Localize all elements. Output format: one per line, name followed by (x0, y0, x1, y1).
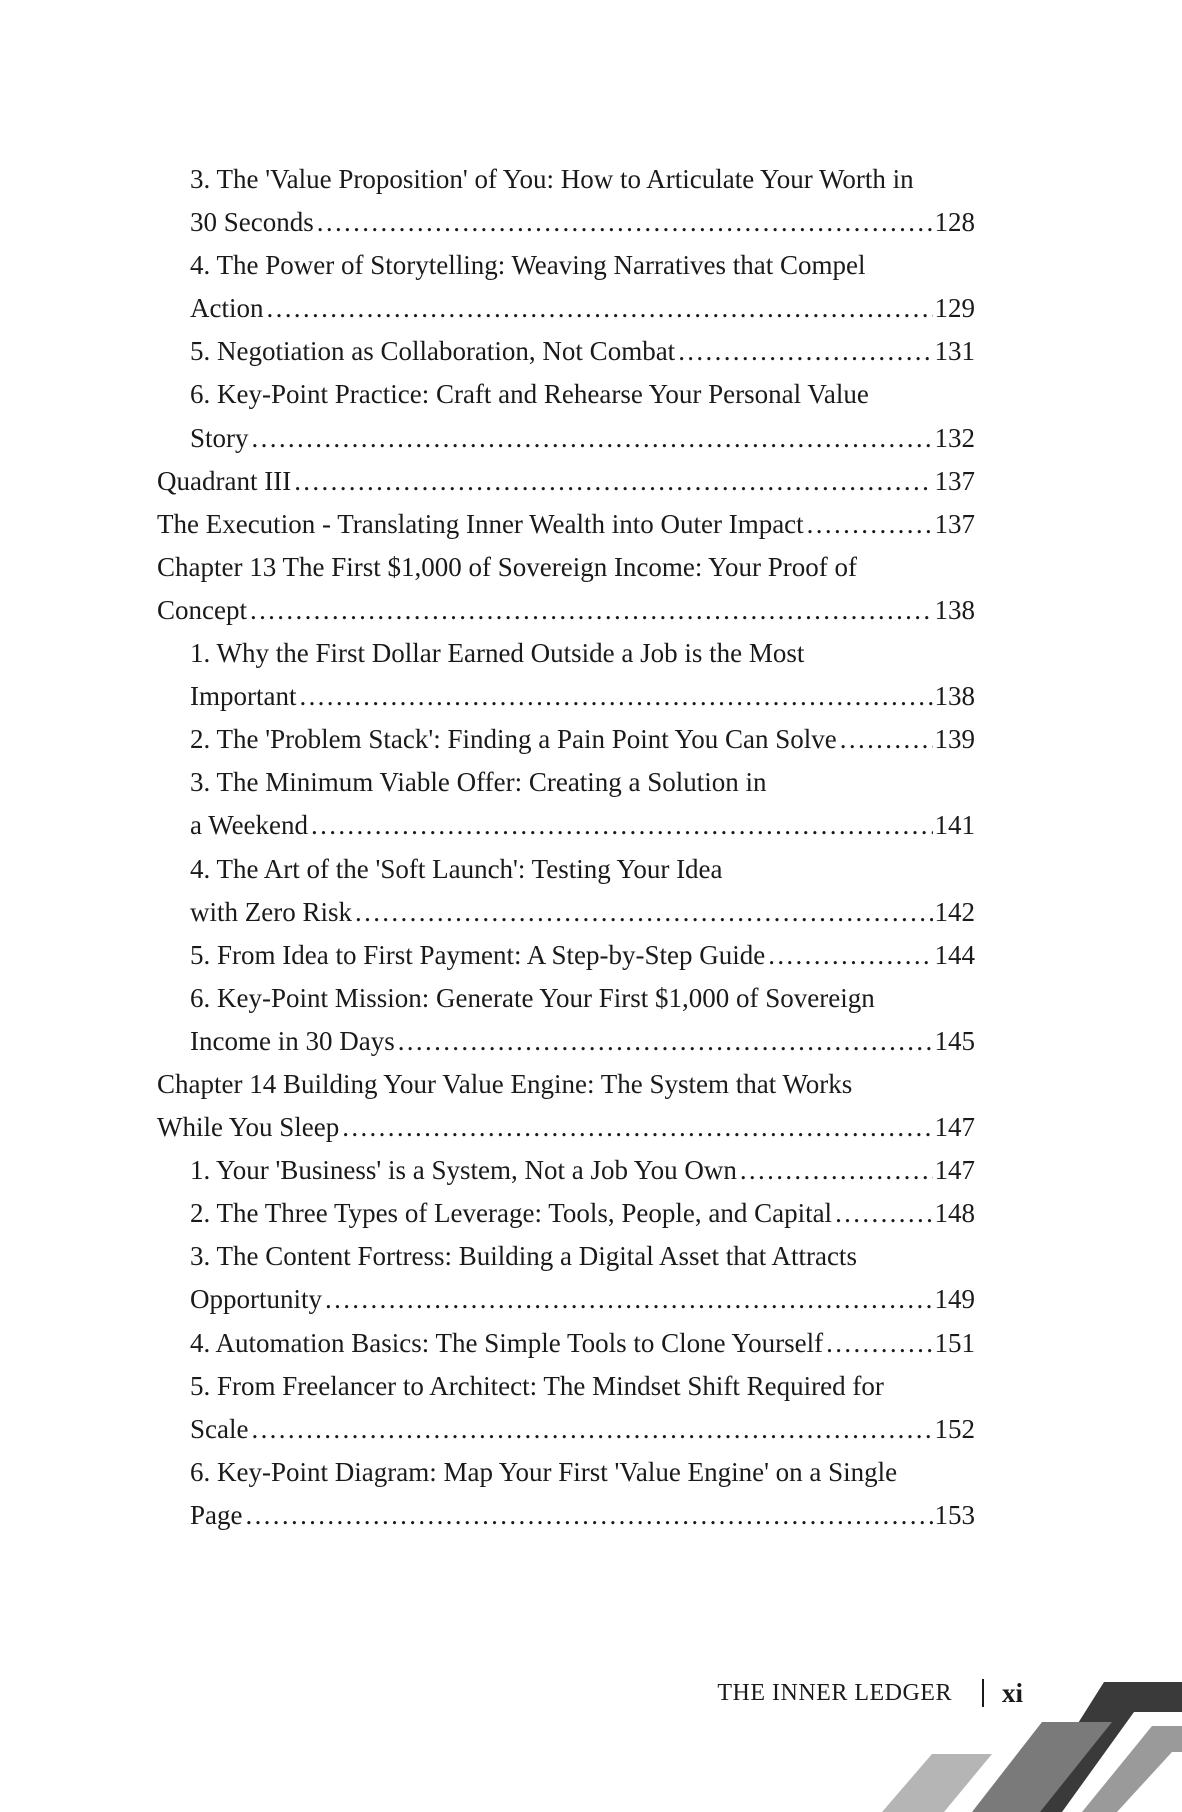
toc-entry-title: Income in 30 Days (190, 1025, 395, 1056)
toc-entry-title: Scale (190, 1413, 249, 1444)
toc-line (157, 1322, 975, 1365)
toc-page-number: 149 (934, 1284, 975, 1315)
toc-line (157, 503, 975, 546)
toc-entry-title: 5. From Freelancer to Architect: The Mindset Shift Required for (190, 1370, 884, 1401)
toc-page-number: 138 (934, 594, 975, 625)
toc-entry-title: The Execution - Translating Inner Wealth into Outer Impact (157, 508, 804, 539)
toc-entry-title: Concept (157, 594, 247, 625)
dot-leader (250, 589, 933, 632)
dot-leader (251, 1408, 932, 1451)
toc-line (157, 1106, 975, 1149)
dot-leader (342, 1106, 932, 1149)
toc-entry-title: Chapter 13 The First $1,000 of Sovereign Income: Your Proof of (157, 551, 857, 582)
dot-leader (807, 503, 933, 546)
toc-entry-title: 5. Negotiation as Collaboration, Not Combat (190, 336, 676, 367)
toc-entry-title: 6. Key-Point Practice: Craft and Rehearse Your Personal Value (190, 379, 869, 410)
toc-line (157, 1192, 975, 1235)
toc-entry-title: Page (190, 1499, 243, 1530)
dot-leader (826, 1322, 932, 1365)
corner-stripe-light (882, 1754, 992, 1812)
dot-leader (740, 1149, 933, 1192)
toc-entry-title: 3. The Minimum Viable Offer: Creating a Solution in (190, 767, 767, 798)
toc-entry-title: with Zero Risk (190, 896, 352, 927)
toc-entry-title: Action (190, 293, 264, 324)
toc-page-number: 147 (934, 1155, 975, 1186)
toc-line (157, 201, 975, 244)
toc-line (157, 1278, 975, 1321)
toc-line (157, 373, 1008, 416)
toc-entry-title: 30 Seconds (190, 207, 314, 238)
toc-line (157, 1149, 975, 1192)
toc-entry-title: Important (190, 681, 297, 712)
dot-leader (317, 201, 933, 244)
dot-leader (294, 460, 932, 503)
toc-page-number: 147 (934, 1112, 975, 1143)
toc-entry-title: 6. Key-Point Mission: Generate Your First $1,000 of Sovereign (190, 982, 875, 1013)
toc-line (157, 1408, 975, 1451)
toc-line (157, 330, 975, 373)
toc-line (157, 1451, 1008, 1494)
toc-line (157, 675, 975, 718)
dot-leader (840, 718, 933, 761)
toc-line (157, 718, 975, 761)
dot-leader (245, 1494, 932, 1537)
dot-leader (355, 891, 933, 934)
table-of-contents (157, 158, 975, 1537)
toc-entry-title: 4. The Power of Storytelling: Weaving Narratives that Compel (190, 250, 866, 281)
toc-line (157, 934, 975, 977)
toc-entry-title: 3. The 'Value Proposition' of You: How to Articulate Your Worth in (190, 164, 914, 194)
toc-page-number: 145 (934, 1025, 975, 1056)
toc-entry-title: While You Sleep (157, 1112, 340, 1143)
toc-page-number: 139 (934, 724, 975, 755)
corner-decoration (852, 1682, 1182, 1812)
toc-entry-title: Quadrant III (157, 465, 292, 496)
toc-line (157, 244, 1008, 287)
dot-leader (252, 417, 933, 460)
toc-page-number: 144 (934, 939, 975, 970)
toc-line (157, 761, 1008, 804)
toc-line (157, 417, 975, 460)
toc-entry-title: 4. The Art of the 'Soft Launch': Testing Your Idea (190, 853, 723, 884)
dot-leader (835, 1192, 932, 1235)
toc-page-number: 142 (934, 896, 975, 927)
dot-leader (299, 675, 932, 718)
toc-entry-title: 5. From Idea to First Payment: A Step-by-Step Guide (190, 939, 766, 970)
toc-page-number: 152 (934, 1413, 975, 1444)
toc-line (157, 589, 975, 632)
toc-page-number: 153 (934, 1499, 975, 1530)
toc-page-number: 141 (934, 810, 975, 841)
toc-entry-title: 3. The Content Fortress: Building a Digital Asset that Attracts (190, 1241, 857, 1272)
toc-line (157, 977, 1008, 1020)
toc-page-number: 128 (934, 207, 975, 238)
toc-entry-title: Story (190, 422, 249, 453)
toc-page-number: 131 (934, 336, 975, 367)
toc-entry-title: 1. Why the First Dollar Earned Outside a Job is the Most (190, 638, 805, 669)
dot-leader (311, 804, 932, 847)
toc-line (157, 848, 1008, 891)
toc-line (157, 1020, 975, 1063)
toc-line (157, 460, 975, 503)
running-title: THE INNER LEDGER (717, 1679, 952, 1706)
dot-leader (267, 287, 933, 330)
page-number: xi (1001, 1677, 1023, 1708)
toc-line (157, 287, 975, 330)
toc-entry-title: Opportunity (190, 1284, 322, 1315)
toc-page-number: 137 (934, 465, 975, 496)
toc-page-number: 137 (934, 508, 975, 539)
toc-page-number: 132 (934, 422, 975, 453)
dot-leader (398, 1020, 933, 1063)
toc-entry-title: 2. The Three Types of Leverage: Tools, People, and Capital (190, 1198, 833, 1229)
dot-leader (678, 330, 932, 373)
toc-line (157, 1235, 1008, 1278)
toc-entry-title: 6. Key-Point Diagram: Map Your First 'Value Engine' on a Single (190, 1456, 898, 1487)
dot-leader (325, 1278, 933, 1321)
toc-line (157, 632, 1008, 675)
toc-entry-title: 4. Automation Basics: The Simple Tools to Clone Yourself (190, 1327, 824, 1358)
toc-entry-title: Chapter 14 Building Your Value Engine: The System that Works (157, 1068, 853, 1099)
toc-line (157, 158, 1008, 201)
toc-entry-title: a Weekend (190, 810, 309, 841)
toc-entry-title: 2. The 'Problem Stack': Finding a Pain Point You Can Solve (190, 724, 837, 755)
toc-line (157, 804, 975, 847)
dot-leader (768, 934, 932, 977)
toc-page-number: 138 (934, 681, 975, 712)
toc-page-number: 129 (934, 293, 975, 324)
toc-line (157, 1365, 1008, 1408)
toc-line (157, 546, 975, 589)
toc-line (157, 1063, 975, 1106)
toc-line (157, 891, 975, 934)
toc-line (157, 1494, 975, 1537)
toc-entry-title: 1. Your 'Business' is a System, Not a Job You Own (190, 1155, 737, 1186)
toc-page-number: 151 (934, 1327, 975, 1358)
toc-page-number: 148 (934, 1198, 975, 1229)
